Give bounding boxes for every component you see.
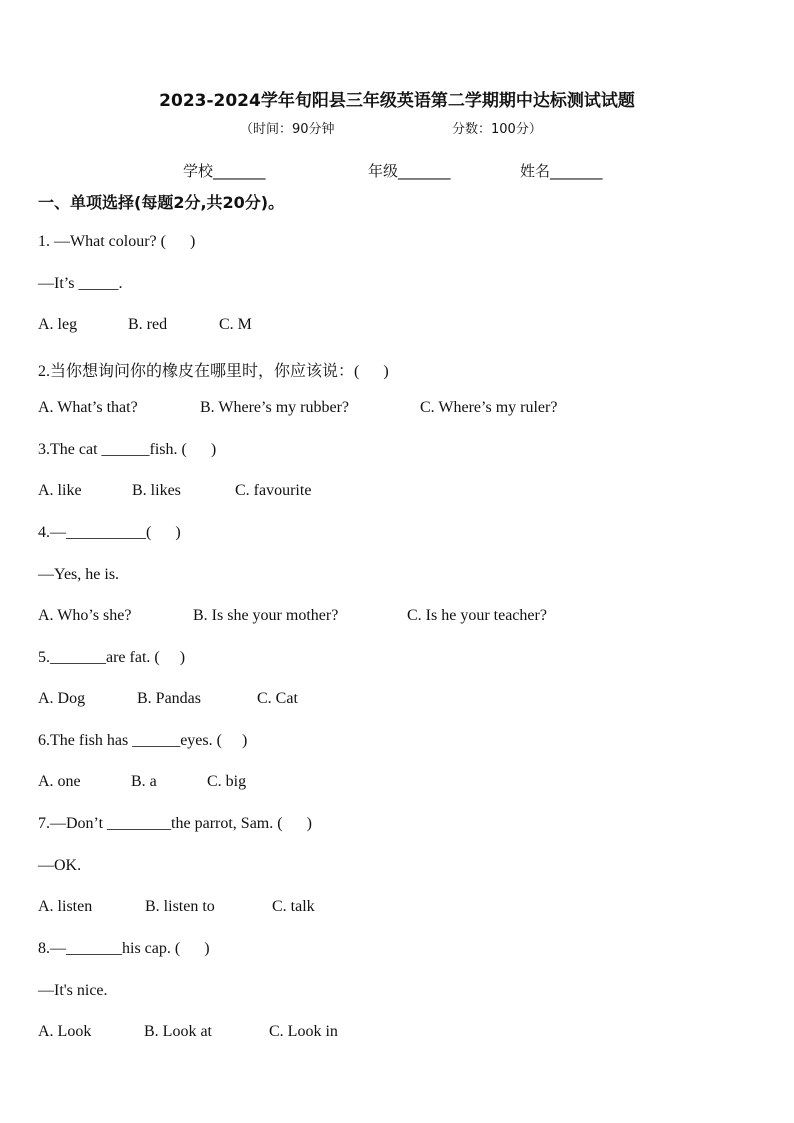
- grade-field: 年级_______: [368, 162, 451, 180]
- question-8-option-b: B. Look at: [144, 1023, 212, 1040]
- question-5-option-a: A. Dog: [38, 690, 86, 707]
- question-6-option-b: B. a: [131, 773, 157, 790]
- question-8-option-a: A. Look: [38, 1023, 92, 1040]
- question-4-response: —Yes, he is.: [38, 566, 120, 583]
- question-6-option-c: C. big: [207, 773, 247, 790]
- question-5-option-b: B. Pandas: [137, 690, 201, 707]
- question-8-stem: 8.—_______his cap. ( ): [38, 940, 210, 957]
- question-2-option-c: C. Where’s my ruler?: [420, 399, 558, 416]
- question-1-option-a: A. leg: [38, 316, 78, 333]
- question-3-option-a: A. like: [38, 482, 82, 499]
- question-4-option-c: C. Is he your teacher?: [407, 607, 547, 624]
- question-6-stem: 6.The fish has ______eyes. ( ): [38, 732, 248, 749]
- question-7-option-b: B. listen to: [145, 898, 215, 915]
- question-7-response: —OK.: [38, 857, 82, 874]
- exam-score: 分数：100分）: [452, 122, 542, 137]
- question-8-response: —It's nice.: [38, 982, 108, 999]
- question-3-stem: 3.The cat ______fish. ( ): [38, 441, 217, 458]
- section-heading: 一、单项选择(每题2分,共20分)。: [38, 193, 285, 212]
- question-3-option-c: C. favourite: [235, 482, 312, 499]
- question-4-option-b: B. Is she your mother?: [193, 607, 339, 624]
- school-field: 学校_______: [183, 162, 266, 180]
- question-7-option-c: C. talk: [272, 898, 315, 915]
- question-6-option-a: A. one: [38, 773, 81, 790]
- question-2-option-b: B. Where’s my rubber?: [200, 399, 349, 416]
- question-5-option-c: C. Cat: [257, 690, 298, 707]
- question-1-option-b: B. red: [128, 316, 168, 333]
- question-1-stem: 1. —What colour? ( ): [38, 233, 196, 250]
- exam-title: 2023-2024学年旬阳县三年级英语第二学期期中达标测试试题: [159, 91, 635, 111]
- question-4-option-a: A. Who’s she?: [38, 607, 132, 624]
- name-field: 姓名_______: [520, 162, 603, 180]
- question-7-stem: 7.—Don’t ________the parrot, Sam. ( ): [38, 815, 312, 832]
- question-4-stem: 4.—__________( ): [38, 524, 181, 541]
- question-2-option-a: A. What’s that?: [38, 399, 138, 416]
- question-5-stem: 5._______are fat. ( ): [38, 649, 186, 666]
- question-7-option-a: A. listen: [38, 898, 93, 915]
- question-3-option-b: B. likes: [132, 482, 181, 499]
- question-1-option-c: C. M: [219, 316, 252, 333]
- question-1-response: —It’s _____.: [38, 275, 123, 292]
- question-2-stem: 2.当你想询问你的橡皮在哪里时，你应该说：( ): [38, 363, 389, 380]
- exam-time: （时间：90分钟: [240, 122, 335, 137]
- question-8-option-c: C. Look in: [269, 1023, 338, 1040]
